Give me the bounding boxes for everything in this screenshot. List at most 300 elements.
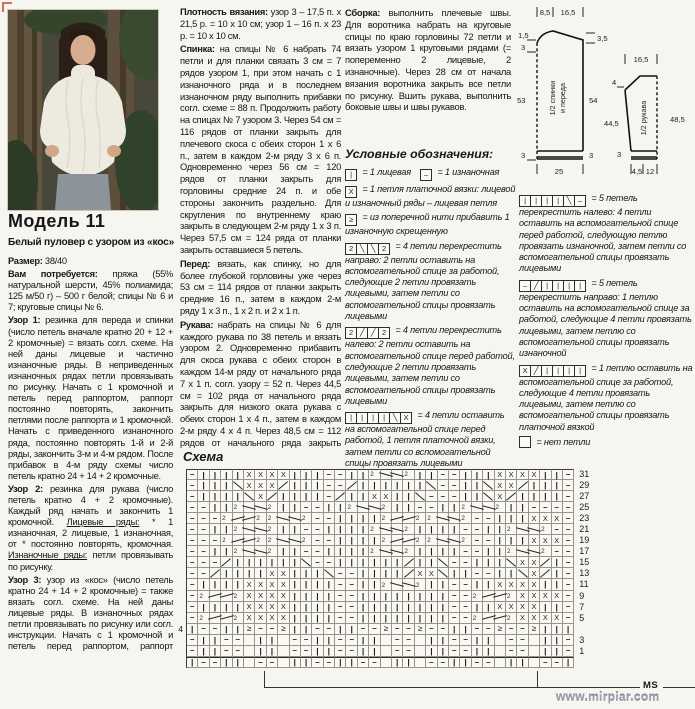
chart-cell: | bbox=[369, 602, 380, 613]
chart-cell: – bbox=[449, 557, 460, 568]
chart-row-number-left bbox=[167, 491, 186, 502]
chart-cell: – bbox=[198, 513, 209, 524]
chart-cell: | bbox=[426, 602, 437, 613]
legend-symbol: | bbox=[345, 169, 357, 181]
chart-row bbox=[167, 613, 601, 624]
chart-row bbox=[167, 513, 601, 524]
chart-cell: | bbox=[369, 535, 380, 546]
chart-cell: 2 bbox=[301, 513, 312, 524]
chart-cell: | bbox=[449, 502, 460, 513]
paragraph: Спинка: на спицы № 6 набрать 74 петли и для планки связать 3 см = 7 рядов узором 1, при этом начать с 1 изнаночного ряда и в последнем изнаночном ряду выполнить прибавки согл. схеме = 88 п. Продолжить работу на спицах № 7 узором 3. Через 54 см = 116 рядов от планки закрыть для плечевого скоса с обеих сторон 1 х 6 п., затем в каждом 2-м ряду 3 х 6 п. Одновременно через 56 см = 120 рядов от планки закрыть для горловины средние 24 п. и обе стороны закончить раздельно. Для скругления по внутреннему краю закрыть в следующем 2-м ряду 1 х 3 п. Через 57,5 см = 124 ряда от планки закрыть оставшиеся 5 петель. bbox=[180, 44, 341, 255]
chart-cell: – bbox=[563, 646, 574, 657]
chart-cell: | bbox=[403, 657, 414, 668]
chart-row-number-right: 23 bbox=[579, 513, 590, 524]
chart-cell: | bbox=[381, 591, 392, 602]
chart-cell: – bbox=[187, 524, 198, 535]
chart-cell: 2 bbox=[381, 502, 392, 513]
chart-cell: – bbox=[460, 524, 471, 535]
knitting-chart bbox=[167, 469, 601, 668]
chart-cell bbox=[529, 646, 540, 657]
chart-cell: – bbox=[472, 535, 483, 546]
svg-text:3: 3 bbox=[521, 151, 526, 160]
chart-cell: X bbox=[529, 535, 540, 546]
chart-cell: X bbox=[255, 469, 266, 480]
chart-cell: | bbox=[506, 568, 517, 579]
chart-cell: | bbox=[540, 491, 551, 502]
chart-cell: – bbox=[335, 568, 346, 579]
chart-cell: | bbox=[403, 613, 414, 624]
chart-cell: – bbox=[187, 480, 198, 491]
chart-cell bbox=[346, 480, 357, 491]
chart-cell: | bbox=[552, 646, 563, 657]
chart-cell: | bbox=[369, 568, 380, 579]
chart-cell: – bbox=[346, 602, 357, 613]
chart-cell: | bbox=[290, 557, 301, 568]
chart-cell: – bbox=[301, 546, 312, 557]
chart-cell: – bbox=[187, 635, 198, 646]
legend-heading: Условные обозначения: bbox=[345, 147, 494, 161]
chart-cell: | bbox=[381, 568, 392, 579]
chart-cell: | bbox=[460, 480, 471, 491]
chart-cell bbox=[210, 568, 221, 579]
chart-cell: | bbox=[540, 469, 551, 480]
legend-entry bbox=[519, 193, 695, 275]
chart-cell: | bbox=[221, 579, 232, 590]
chart-row-number-left bbox=[167, 469, 186, 480]
chart-cell bbox=[244, 646, 255, 657]
chart-cell: | bbox=[426, 469, 437, 480]
chart-cell: 2 bbox=[233, 502, 244, 513]
chart-cell: X bbox=[244, 480, 255, 491]
chart-cell: | bbox=[517, 491, 528, 502]
chart-cell bbox=[381, 646, 392, 657]
chart-cell: | bbox=[415, 557, 426, 568]
chart-cell: | bbox=[210, 579, 221, 590]
chart-cell: – bbox=[563, 557, 574, 568]
chart-cell: – bbox=[438, 657, 449, 668]
chart-row-number-right: 29 bbox=[579, 480, 590, 491]
chart-cell: X bbox=[244, 602, 255, 613]
column-materials-patterns bbox=[8, 256, 173, 652]
chart-cell: | bbox=[552, 635, 563, 646]
chart-cell: 2 bbox=[255, 535, 266, 546]
chart-cell bbox=[403, 568, 414, 579]
svg-text:25: 25 bbox=[554, 167, 564, 176]
chart-cell: | bbox=[426, 635, 437, 646]
chart-cell: 2 bbox=[495, 502, 506, 513]
chart-cell: – bbox=[301, 524, 312, 535]
chart-cell: X bbox=[529, 613, 540, 624]
chart-cell: – bbox=[369, 624, 380, 635]
chart-cell: – bbox=[438, 491, 449, 502]
chart-cell: X bbox=[255, 491, 266, 502]
chart-cell: | bbox=[301, 613, 312, 624]
chart-cell: – bbox=[187, 502, 198, 513]
chart-cell: | bbox=[324, 546, 335, 557]
chart-cell: – bbox=[335, 591, 346, 602]
legend-symbol: – bbox=[420, 169, 432, 181]
chart-cell: X bbox=[255, 602, 266, 613]
chart-cell: ≥ bbox=[529, 624, 540, 635]
chart-cell: – bbox=[552, 657, 563, 668]
chart-cell: | bbox=[335, 657, 346, 668]
chart-cell: | bbox=[529, 491, 540, 502]
chart-cell: | bbox=[244, 568, 255, 579]
chart-row bbox=[167, 624, 601, 635]
chart-cell: – bbox=[324, 480, 335, 491]
chart-cell: – bbox=[449, 602, 460, 613]
chart-row bbox=[167, 546, 601, 557]
chart-cell: – bbox=[460, 602, 471, 613]
chart-row bbox=[167, 502, 601, 513]
chart-cell: – bbox=[267, 624, 278, 635]
ms-bracket-line-right bbox=[663, 687, 695, 688]
chart-cell: – bbox=[392, 646, 403, 657]
chart-cell: – bbox=[198, 624, 209, 635]
chart-cell: 2 bbox=[460, 535, 471, 546]
chart-cell: – bbox=[472, 624, 483, 635]
chart-cell: | bbox=[233, 657, 244, 668]
chart-cell: | bbox=[221, 491, 232, 502]
chart-cell: X bbox=[244, 469, 255, 480]
legend-column-right bbox=[519, 193, 695, 451]
chart-cell: | bbox=[233, 624, 244, 635]
chart-cell: | bbox=[221, 546, 232, 557]
chart-cell: – bbox=[346, 568, 357, 579]
chart-cell: | bbox=[221, 657, 232, 668]
paragraph: Размер: 38/40 bbox=[8, 256, 67, 266]
chart-cell: | bbox=[449, 657, 460, 668]
chart-cell: | bbox=[358, 579, 369, 590]
chart-cell: 2 bbox=[233, 524, 244, 535]
watermark: www.mirpiar.com bbox=[556, 690, 660, 704]
chart-cell: | bbox=[381, 480, 392, 491]
chart-cell: | bbox=[335, 535, 346, 546]
chart-cell: | bbox=[506, 513, 517, 524]
chart-cell: | bbox=[552, 491, 563, 502]
chart-cell: 2 bbox=[381, 535, 392, 546]
chart-cell: – bbox=[563, 579, 574, 590]
chart-cell bbox=[392, 524, 403, 535]
svg-text:12: 12 bbox=[645, 167, 655, 176]
chart-cell: | bbox=[460, 657, 471, 668]
legend-entry bbox=[519, 278, 695, 360]
chart-cell: X bbox=[415, 568, 426, 579]
chart-row-number-left bbox=[167, 513, 186, 524]
chart-cell bbox=[483, 491, 494, 502]
chart-cell: ≥ bbox=[278, 624, 289, 635]
chart-cell: – bbox=[346, 579, 357, 590]
chart-cell bbox=[438, 535, 449, 546]
chart-cell bbox=[278, 480, 289, 491]
chart-row-number-left bbox=[167, 602, 186, 613]
chart-cell: – bbox=[563, 524, 574, 535]
paragraph: Вам потребуется: пряжа (55% натуральной шерсти, 45% полиамида; 125 м/50 г) – 500 г белой; спицы № 6 и 7; круговые спицы № 6. bbox=[8, 269, 173, 313]
chart-cell: – bbox=[187, 591, 198, 602]
chart-cell: X bbox=[517, 557, 528, 568]
chart-cell: – bbox=[210, 557, 221, 568]
chart-cell: – bbox=[449, 469, 460, 480]
chart-cell: | bbox=[495, 524, 506, 535]
chart-cell: | bbox=[540, 579, 551, 590]
chart-cell: – bbox=[483, 568, 494, 579]
chart-cell: 2 bbox=[415, 513, 426, 524]
chart-cell: | bbox=[540, 646, 551, 657]
legend-entry-text: = из поперечной нити прибавить 1 изнаночную скрещенную bbox=[345, 212, 510, 237]
chart-cell: 2 bbox=[267, 546, 278, 557]
chart-cell bbox=[483, 480, 494, 491]
chart-cell: – bbox=[290, 635, 301, 646]
chart-cell: 2 bbox=[198, 613, 209, 624]
chart-cell: – bbox=[563, 535, 574, 546]
chart-cell: 2 bbox=[426, 513, 437, 524]
chart-cell: | bbox=[369, 480, 380, 491]
chart-cell: | bbox=[415, 613, 426, 624]
chart-cell: 2 bbox=[369, 469, 380, 480]
svg-text:3: 3 bbox=[617, 150, 622, 159]
chart-row bbox=[167, 469, 601, 480]
svg-text:4: 4 bbox=[612, 78, 617, 87]
chart-cell bbox=[529, 524, 540, 535]
chart-cell: | bbox=[244, 557, 255, 568]
chart-cell: | bbox=[403, 480, 414, 491]
chart-cell: | bbox=[381, 613, 392, 624]
chart-cell: – bbox=[312, 624, 323, 635]
chart-cell: – bbox=[426, 502, 437, 513]
chart-cell: X bbox=[517, 591, 528, 602]
chart-cell: | bbox=[346, 657, 357, 668]
chart-row-number-right: 1 bbox=[579, 645, 585, 656]
chart-cell: | bbox=[358, 513, 369, 524]
chart-cell bbox=[290, 535, 301, 546]
chart-cell: – bbox=[312, 557, 323, 568]
chart-cell: 2 bbox=[415, 535, 426, 546]
chart-cell: X bbox=[529, 602, 540, 613]
chart-cell: | bbox=[358, 469, 369, 480]
chart-cell: – bbox=[563, 613, 574, 624]
legend-symbol: 2 ╲ ╲ 2 bbox=[345, 243, 390, 255]
chart-cell: | bbox=[392, 491, 403, 502]
chart-cell: | bbox=[540, 635, 551, 646]
chart-cell: | bbox=[426, 579, 437, 590]
chart-cell: | bbox=[403, 491, 414, 502]
chart-row-number-left bbox=[167, 579, 186, 590]
chart-cell: | bbox=[517, 535, 528, 546]
chart-cell: 2 bbox=[460, 502, 471, 513]
chart-cell: – bbox=[187, 557, 198, 568]
chart-cell: | bbox=[472, 469, 483, 480]
chart-cell: – bbox=[324, 624, 335, 635]
chart-cell bbox=[290, 513, 301, 524]
legend-entry bbox=[345, 184, 516, 209]
chart-row bbox=[167, 557, 601, 568]
chart-cell: 2 bbox=[221, 513, 232, 524]
chart-cell: | bbox=[358, 557, 369, 568]
chart-cell: | bbox=[472, 602, 483, 613]
legend-entry-text: = нет петли bbox=[534, 437, 600, 448]
chart-cell: – bbox=[426, 657, 437, 668]
chart-cell: | bbox=[358, 646, 369, 657]
chart-cell: | bbox=[198, 579, 209, 590]
chart-cell: | bbox=[187, 657, 198, 668]
chart-cell: X bbox=[278, 568, 289, 579]
chart-cell: – bbox=[301, 502, 312, 513]
chart-cell: – bbox=[198, 657, 209, 668]
chart-cell: | bbox=[335, 546, 346, 557]
legend-entry bbox=[345, 241, 516, 323]
chart-cell: | bbox=[438, 613, 449, 624]
svg-text:3,5: 3,5 bbox=[597, 34, 608, 43]
chart-row-number-right bbox=[574, 624, 601, 635]
chart-row-number-right: 17 bbox=[579, 546, 590, 557]
chart-cell: – bbox=[483, 624, 494, 635]
chart-cell: – bbox=[255, 624, 266, 635]
chart-cell bbox=[438, 557, 449, 568]
chart-row-number-right bbox=[574, 657, 601, 668]
chart-cell: | bbox=[198, 646, 209, 657]
chart-cell bbox=[415, 646, 426, 657]
chart-cell: | bbox=[403, 591, 414, 602]
chart-cell: | bbox=[290, 657, 301, 668]
chart-cell: X bbox=[278, 579, 289, 590]
chart-cell: | bbox=[517, 502, 528, 513]
chart-cell: – bbox=[187, 535, 198, 546]
chart-cell: | bbox=[506, 502, 517, 513]
chart-cell: 2 bbox=[472, 591, 483, 602]
chart-row-number-left bbox=[167, 480, 186, 491]
chart-cell: | bbox=[438, 602, 449, 613]
chart-cell: | bbox=[233, 557, 244, 568]
chart-cell: | bbox=[369, 579, 380, 590]
chart-cell: | bbox=[540, 602, 551, 613]
chart-cell bbox=[506, 557, 517, 568]
chart-cell: – bbox=[517, 624, 528, 635]
svg-text:и переда: и переда bbox=[558, 83, 567, 113]
ms-label: MS bbox=[643, 680, 659, 691]
chart-cell: | bbox=[335, 557, 346, 568]
chart-cell: | bbox=[517, 513, 528, 524]
chart-row bbox=[167, 524, 601, 535]
chart-cell: | bbox=[233, 491, 244, 502]
chart-cell: | bbox=[369, 557, 380, 568]
chart-cell: | bbox=[460, 624, 471, 635]
chart-cell: | bbox=[563, 657, 574, 668]
chart-cell: – bbox=[449, 491, 460, 502]
chart-cell: | bbox=[392, 557, 403, 568]
chart-cell bbox=[415, 657, 426, 668]
page-title: Модель 11 bbox=[8, 211, 106, 231]
chart-cell: – bbox=[472, 568, 483, 579]
chart-cell: X bbox=[529, 579, 540, 590]
chart-cell: | bbox=[210, 502, 221, 513]
chart-cell: | bbox=[392, 591, 403, 602]
chart-cell: | bbox=[495, 568, 506, 579]
chart-cell bbox=[438, 513, 449, 524]
chart-cell: X bbox=[517, 613, 528, 624]
chart-cell: | bbox=[472, 635, 483, 646]
chart-cell: – bbox=[460, 579, 471, 590]
chart-cell: | bbox=[312, 469, 323, 480]
chart-cell: | bbox=[506, 657, 517, 668]
legend-symbol: ≥ bbox=[345, 214, 357, 226]
legend-entry-text: = 4 петли оставить на вспомогательной спице перед работой, 1 петля платочной вязки, затем петли со вспомогательной спицы провязать лицевыми bbox=[345, 410, 505, 469]
chart-cell: X bbox=[506, 469, 517, 480]
chart-cell: X bbox=[267, 568, 278, 579]
chart-cell: | bbox=[449, 546, 460, 557]
chart-cell bbox=[495, 613, 506, 624]
chart-cell: 2 bbox=[403, 469, 414, 480]
chart-row bbox=[167, 602, 601, 613]
chart-cell: 2 bbox=[506, 613, 517, 624]
chart-cell: 2 bbox=[301, 535, 312, 546]
chart-cell: | bbox=[415, 591, 426, 602]
chart-cell: | bbox=[346, 624, 357, 635]
chart-row bbox=[167, 657, 601, 668]
column-assembly bbox=[345, 7, 511, 115]
chart-cell: – bbox=[312, 535, 323, 546]
chart-cell: – bbox=[460, 591, 471, 602]
chart-cell: | bbox=[483, 579, 494, 590]
chart-cell: | bbox=[358, 635, 369, 646]
chart-cell: – bbox=[312, 513, 323, 524]
svg-text:53: 53 bbox=[517, 96, 526, 105]
chart-cell: 2 bbox=[381, 513, 392, 524]
legend-entry-text: = 1 петлю оставить на вспомогательной спице за работой, следующие 4 петли провязать лицевыми, затем петлю со вспомогательной спицы провязать платочной вязкой bbox=[519, 362, 693, 432]
chart-cell: – bbox=[472, 657, 483, 668]
chart-cell bbox=[517, 524, 528, 535]
chart-cell bbox=[517, 480, 528, 491]
chart-cell: – bbox=[301, 646, 312, 657]
chart-cell: – bbox=[290, 646, 301, 657]
chart-cell: – bbox=[369, 657, 380, 668]
chart-row-number-right: 7 bbox=[579, 601, 585, 612]
chart-cell: – bbox=[198, 502, 209, 513]
chart-cell: X bbox=[540, 535, 551, 546]
legend-symbol: X bbox=[345, 186, 357, 198]
chart-cell: X bbox=[267, 591, 278, 602]
chart-cell: | bbox=[426, 524, 437, 535]
chart-cell bbox=[244, 491, 255, 502]
chart-cell bbox=[529, 657, 540, 668]
chart-cell: X bbox=[517, 579, 528, 590]
chart-cell: – bbox=[358, 657, 369, 668]
chart-cell: | bbox=[495, 546, 506, 557]
chart-cell: | bbox=[392, 657, 403, 668]
chart-cell: 2 bbox=[403, 546, 414, 557]
chart-row bbox=[167, 591, 601, 602]
chart-cell: – bbox=[460, 557, 471, 568]
chart-cell: – bbox=[346, 635, 357, 646]
chart-cell: – bbox=[472, 546, 483, 557]
chart-cell: | bbox=[426, 557, 437, 568]
chart-cell: | bbox=[198, 480, 209, 491]
chart-cell: – bbox=[449, 635, 460, 646]
chart-cell: | bbox=[472, 491, 483, 502]
chart-cell bbox=[244, 524, 255, 535]
chart-cell: | bbox=[312, 491, 323, 502]
chart-cell: X bbox=[244, 591, 255, 602]
chart-cell: | bbox=[290, 602, 301, 613]
chart-cell: | bbox=[290, 502, 301, 513]
chart-heading: Схема bbox=[183, 449, 224, 464]
chart-cell bbox=[540, 568, 551, 579]
chart-cell: | bbox=[301, 579, 312, 590]
chart-cell: – bbox=[301, 635, 312, 646]
chart-cell: | bbox=[324, 602, 335, 613]
chart-cell: – bbox=[506, 646, 517, 657]
chart-cell: | bbox=[233, 568, 244, 579]
schematic-diagrams bbox=[510, 2, 695, 188]
